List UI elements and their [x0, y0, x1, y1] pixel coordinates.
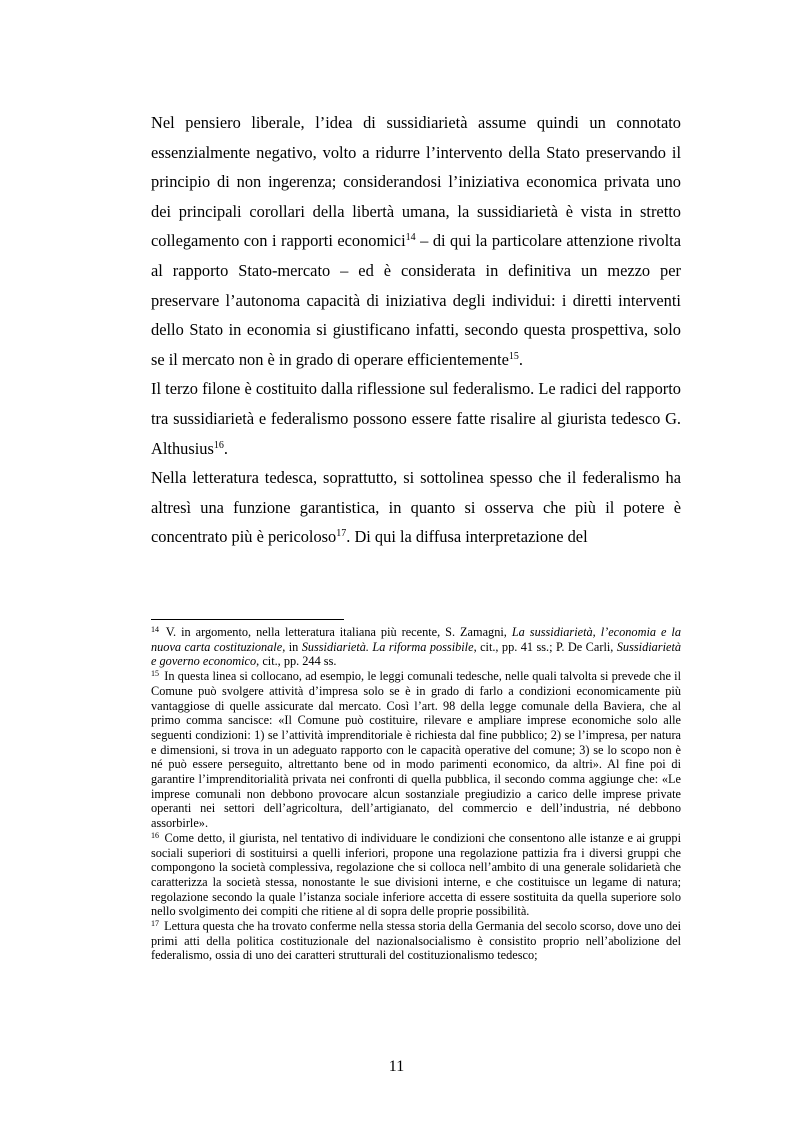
footnote-ref-16[interactable]: 16 — [213, 439, 224, 451]
text-span: Il terzo filone è costituito dalla riflessione sul federalismo. Le radici del rapporto tra sussidiarietà e federalismo possono essere fatte risalire al giurista tedesco G. Althusius — [151, 379, 681, 458]
footnote-number: 16 — [151, 830, 159, 840]
footnote-ref-17[interactable]: 17 — [336, 528, 347, 540]
text-span: Lettura questa che ha trovato conferme nella stessa storia della Germania del secolo scorso, dove uno dei primi atti della politica costituzionale del nazionalsocialismo è consistito proprio nell’abolizione del federalismo, ossia di uno dei caratteri strutturali del costituzionalismo tedesco; — [151, 919, 681, 963]
footnote-ref-15[interactable]: 15 — [508, 350, 519, 362]
footnote-separator — [151, 619, 344, 620]
text-span: . Di qui la diffusa interpretazione del — [346, 527, 588, 547]
paragraph-liberal-thought — [151, 108, 681, 374]
title-italic: Sussidiarietà e governo economico — [151, 639, 682, 669]
text-span: Nel pensiero liberale, l’idea di sussidiarietà assume quindi un connotato essenzialmente negativo, volto a ridurre l’intervento della Stato preservando il principio di non ingerenza; considerandosi l’iniziativa economica privata uno dei principali corollari della libertà umana, la sussidiarietà è vista in stretto collegamento con i rapporti economici — [151, 113, 681, 251]
footnote-number: 15 — [151, 669, 159, 679]
footnote-17 — [151, 919, 681, 963]
footnote-14 — [151, 625, 681, 669]
text-span: Nella letteratura tedesca, soprattutto, si sottolinea spesso che il federalismo ha altresì una funzione garantistica, in quanto si osserva che più il potere è concentrato più è pericoloso — [151, 468, 681, 547]
paragraph-german-literature — [151, 463, 681, 552]
text-span: . — [518, 349, 523, 369]
footnotes — [151, 625, 681, 963]
text-span: , cit., pp. 244 ss. — [256, 654, 337, 669]
footnote-number: 17 — [151, 919, 159, 929]
title-italic: La sussidiarietà, l’economia e la nuova carta costituzionale — [151, 625, 681, 654]
text-span: Come detto, il giurista, nel tentativo di individuare le condizioni che consentono alle istanze e ai gruppi sociali superiori di sostituirsi a quelli inferiori, propone una regolazione pattizia fra i diversi gruppi che compongono la società complessiva, regolazione che si colloca nell’ambito di una generale solidarietà che caratterizza la società stessa, nonostante le sue divisioni interne, e che costituisce un legame di natura; regolazione secondo la quale l’istanza sociale inferiore accetta di essere sostituita da quella superiore solo nello svolgimento dei compiti che ritiene al di sopra delle proprie possibilità. — [151, 830, 681, 919]
footnote-ref-14[interactable]: 14 — [405, 232, 416, 244]
paragraph-federalism — [151, 374, 681, 463]
title-italic: Sussidiarietà. La riforma possibile — [301, 639, 474, 654]
page-number: 11 — [388, 1058, 405, 1075]
footnote-number: 14 — [151, 625, 159, 634]
text-span: In questa linea si collocano, ad esempio, le leggi comunali tedesche, nelle quali talvolta si prevede che il Comune può svolgere attività d’impresa solo se è in grado di farlo a condizioni economicamente più vantaggiose di quelle assicurate dal mercato. Così l’art. 98 della legge comunale della Baviera, che al primo comma sancisce: «Il Comune può costituire, rilevare e ampliare imprese economiche solo alle seguenti condizioni: 1) se l’attività imprenditoriale è richiesta dal fine pubblico; 2) se l’impresa, per natura e dimensioni, si trova in un adeguato rapporto con le capacità operative del comune; 3) se lo scopo non è né può essere perseguito, altrettanto bene od in modo parimenti economico, da altri». Al fine poi di garantire l’imprenditorialità privata nei confronti di quella pubblica, il secondo comma aggiunge che: «Le imprese comunali non debbono provocare alcun sostanziale pregiudizio a carico delle imprese private operanti nei settori dell’agricoltura, dell’artigianato, del commercio e dell’industria, né debbono assorbirle». — [151, 669, 681, 831]
text-span: – di qui la particolare attenzione rivolta al rapporto Stato-mercato – ed è considerata in definitiva un mezzo per preservare l’autonoma capacità di iniziativa degli individui: i diretti interventi dello Stato in economia si giustificano infatti, secondo questa prospettiva, solo se il mercato non è in grado di operare efficientemente — [151, 231, 681, 369]
text-span: , cit., pp. 41 ss.; P. De Carli, — [473, 639, 617, 654]
footnote-16 — [151, 831, 681, 919]
text-span: . — [223, 438, 228, 458]
main-text — [151, 108, 681, 552]
text-span: V. in argomento, nella letteratura italiana più recente, S. Zamagni, — [161, 625, 512, 639]
footnote-15 — [151, 669, 681, 831]
text-span: , in — [282, 639, 302, 654]
